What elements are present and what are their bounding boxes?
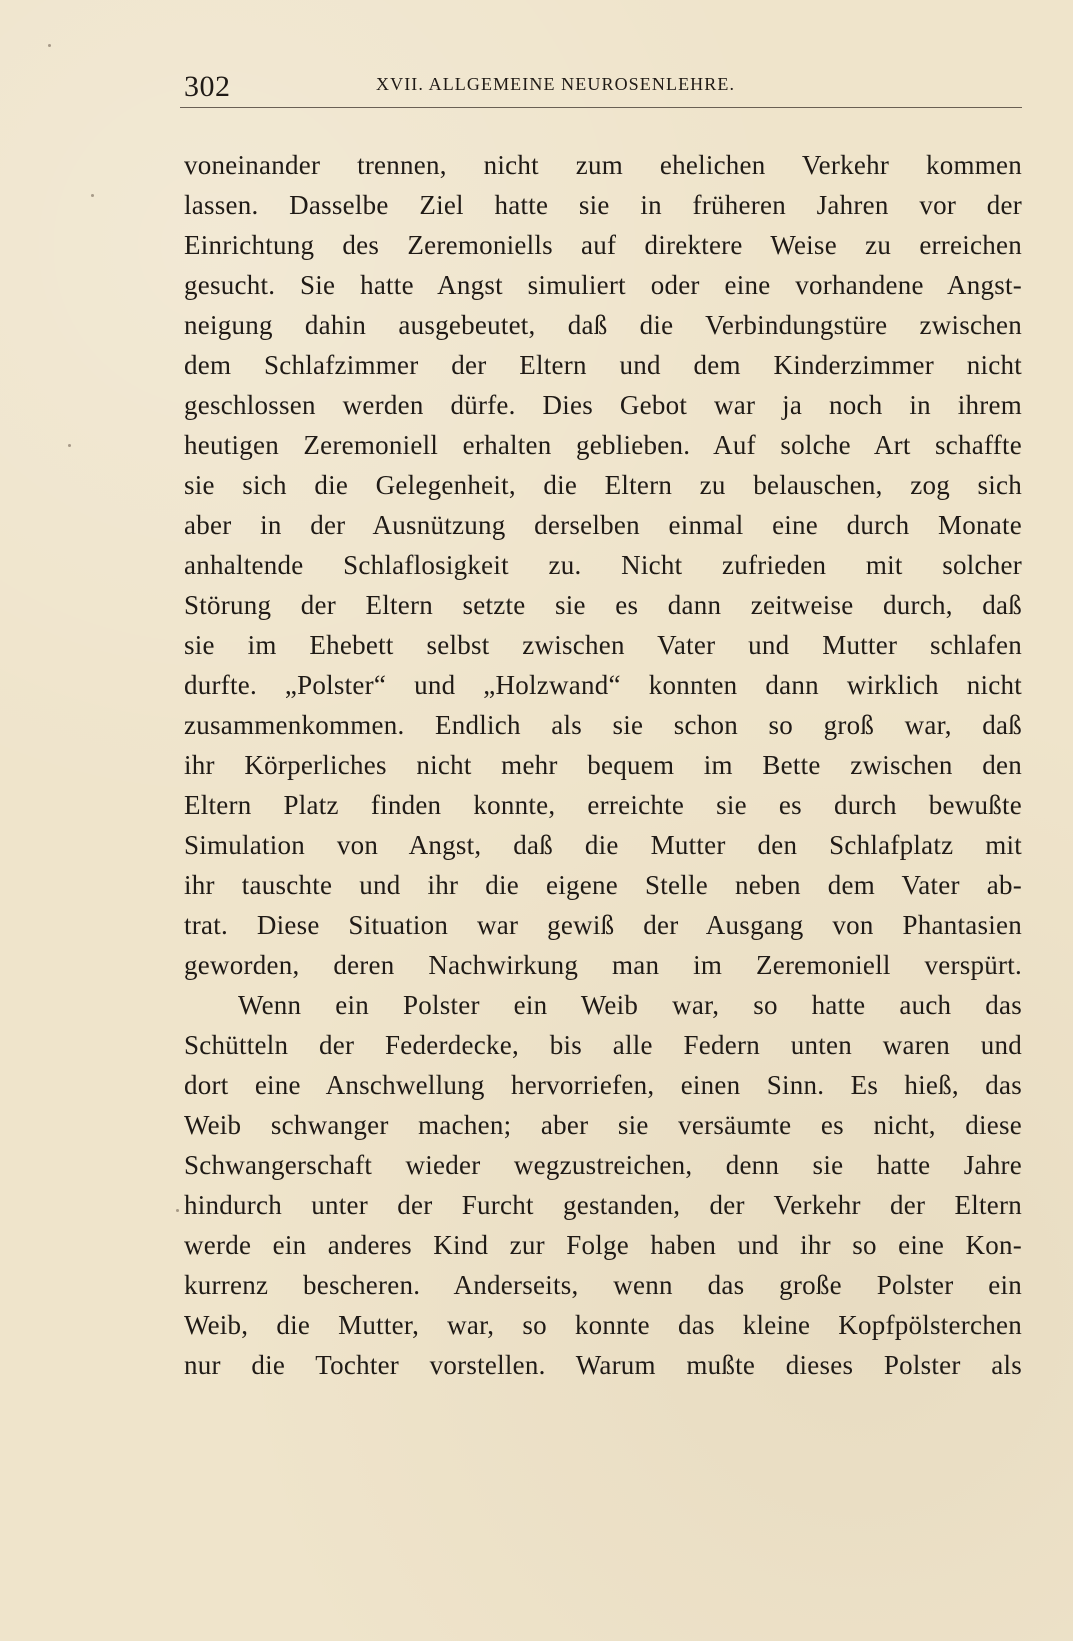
text-line: Weib, die Mutter, war, so konnte das kleine Kopfpölsterchen bbox=[184, 1310, 1022, 1340]
body-text bbox=[184, 145, 1022, 1385]
text-line: aber in der Ausnützung derselben einmal eine durch Monate bbox=[184, 510, 1022, 540]
text-line: Wenn ein Polster ein Weib war, so hatte auch das bbox=[238, 990, 1022, 1020]
text-line: durfte. „Polster“ und „Holzwand“ konnten dann wirklich nicht bbox=[184, 670, 1022, 700]
text-line: geworden, deren Nachwirkung man im Zeremoniell verspürt. bbox=[184, 950, 1022, 980]
text-line: sie sich die Gelegenheit, die Eltern zu belauschen, zog sich bbox=[184, 470, 1022, 500]
text-line: Störung der Eltern setzte sie es dann zeitweise durch, daß bbox=[184, 590, 1022, 620]
text-line: ihr tauschte und ihr die eigene Stelle neben dem Vater ab- bbox=[184, 870, 1022, 900]
text-line: hindurch unter der Furcht gestanden, der Verkehr der Eltern bbox=[184, 1190, 1022, 1220]
text-line: sie im Ehebett selbst zwischen Vater und Mutter schlafen bbox=[184, 630, 1022, 660]
text-line: Eltern Platz finden konnte, erreichte sie es durch bewußte bbox=[184, 790, 1022, 820]
text-line: dem Schlafzimmer der Eltern und dem Kinderzimmer nicht bbox=[184, 350, 1022, 380]
page-number: 302 bbox=[184, 70, 231, 103]
text-line: werde ein anderes Kind zur Folge haben und ihr so eine Kon- bbox=[184, 1230, 1022, 1260]
text-line: zusammenkommen. Endlich als sie schon so groß war, daß bbox=[184, 710, 1022, 740]
page-header bbox=[184, 70, 1022, 110]
paper-speck bbox=[91, 194, 94, 197]
text-line: nur die Tochter vorstellen. Warum mußte dieses Polster als bbox=[184, 1350, 1022, 1380]
text-line: ihr Körperliches nicht mehr bequem im Bette zwischen den bbox=[184, 750, 1022, 780]
text-line: heutigen Zeremoniell erhalten geblieben. Auf solche Art schaffte bbox=[184, 430, 1022, 460]
text-line: neigung dahin ausgebeutet, daß die Verbindungstüre zwischen bbox=[184, 310, 1022, 340]
text-line: trat. Diese Situation war gewiß der Ausgang von Phantasien bbox=[184, 910, 1022, 940]
text-line: Einrichtung des Zeremoniells auf direktere Weise zu erreichen bbox=[184, 230, 1022, 260]
text-line: Simulation von Angst, daß die Mutter den Schlafplatz mit bbox=[184, 830, 1022, 860]
text-line: kurrenz bescheren. Anderseits, wenn das große Polster ein bbox=[184, 1270, 1022, 1300]
text-line: geschlossen werden dürfe. Dies Gebot war ja noch in ihrem bbox=[184, 390, 1022, 420]
text-line: Schwangerschaft wieder wegzustreichen, denn sie hatte Jahre bbox=[184, 1150, 1022, 1180]
running-head: XVII. ALLGEMEINE NEUROSENLEHRE. bbox=[376, 74, 736, 94]
text-line: dort eine Anschwellung hervorriefen, einen Sinn. Es hieß, das bbox=[184, 1070, 1022, 1100]
text-line: gesucht. Sie hatte Angst simuliert oder eine vorhandene Angst- bbox=[184, 270, 1022, 300]
text-line: Schütteln der Federdecke, bis alle Federn unten waren und bbox=[184, 1030, 1022, 1060]
paper-speck bbox=[176, 1209, 179, 1212]
text-line: lassen. Dasselbe Ziel hatte sie in früheren Jahren vor der bbox=[184, 190, 1022, 220]
text-line: voneinander trennen, nicht zum ehelichen Verkehr kommen bbox=[184, 150, 1022, 180]
text-line: Weib schwanger machen; aber sie versäumte es nicht, diese bbox=[184, 1110, 1022, 1140]
paper-speck bbox=[68, 444, 71, 447]
text-line: anhaltende Schlaflosigkeit zu. Nicht zufrieden mit solcher bbox=[184, 550, 1022, 580]
paper-speck bbox=[48, 44, 51, 47]
header-rule bbox=[180, 107, 1022, 108]
